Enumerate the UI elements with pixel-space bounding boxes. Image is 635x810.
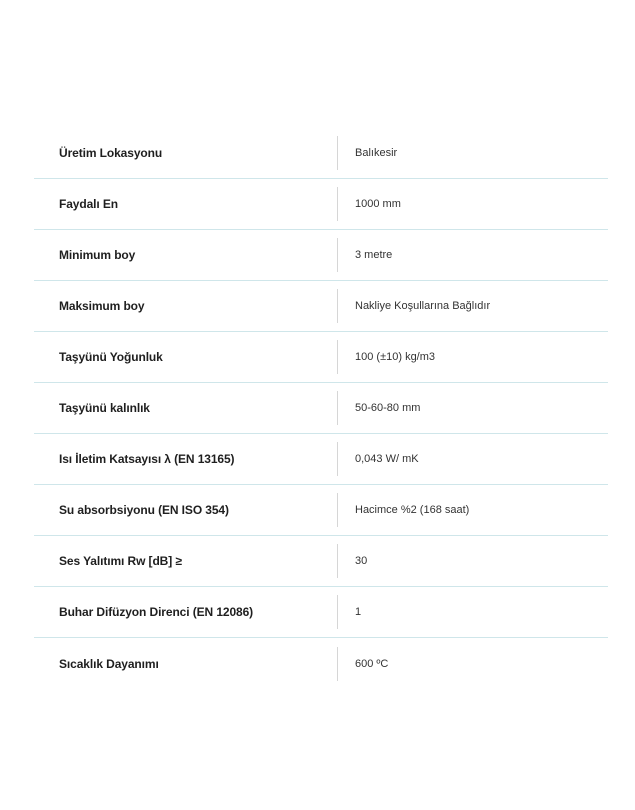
- spec-row-rockwool-thickness: [34, 383, 608, 434]
- spec-label: Ses Yalıtımı Rw [dB] ≥: [59, 554, 182, 568]
- spec-value: Balıkesir: [355, 147, 398, 159]
- spec-row-useful-width: [34, 179, 608, 230]
- spec-value: 100 (±10) kg/m3: [355, 351, 436, 363]
- spec-value: 600 ºC: [355, 657, 389, 670]
- spec-row-thermal-conductivity: [34, 434, 608, 485]
- spec-row-maximum-length: [34, 281, 608, 332]
- spec-value: 1: [355, 606, 362, 618]
- spec-row-vapor-diffusion: [34, 587, 608, 638]
- spec-label: Minimum boy: [59, 248, 136, 262]
- spec-row-minimum-length: [34, 230, 608, 281]
- spec-row-production-location: [34, 128, 608, 179]
- spec-value: 50-60-80 mm: [355, 402, 421, 414]
- spec-value: 3 metre: [355, 249, 393, 261]
- spec-row-temperature-resistance: [34, 638, 608, 689]
- spec-table: [34, 128, 608, 689]
- spec-value: Nakliye Koşullarına Bağlıdır: [355, 300, 491, 312]
- spec-row-rockwool-density: [34, 332, 608, 383]
- spec-label: Üretim Lokasyonu: [59, 146, 163, 160]
- spec-label: Isı İletim Katsayısı λ (EN 13165): [59, 452, 235, 466]
- spec-label: Taşyünü kalınlık: [59, 401, 150, 415]
- spec-label: Buhar Difüzyon Direnci (EN 12086): [59, 605, 254, 619]
- spec-row-sound-insulation: [34, 536, 608, 587]
- spec-label: Taşyünü Yoğunluk: [59, 350, 163, 364]
- spec-value: Hacimce %2 (168 saat): [355, 504, 470, 516]
- spec-value: 30: [355, 555, 368, 567]
- spec-label: Faydalı En: [59, 197, 119, 211]
- spec-value: 0,043 W/ mK: [355, 453, 419, 465]
- spec-row-water-absorption: [34, 485, 608, 536]
- spec-label: Maksimum boy: [59, 299, 145, 313]
- spec-value: 1000 mm: [355, 198, 401, 210]
- spec-label: Su absorbsiyonu (EN ISO 354): [59, 503, 229, 517]
- spec-label: Sıcaklık Dayanımı: [59, 656, 159, 671]
